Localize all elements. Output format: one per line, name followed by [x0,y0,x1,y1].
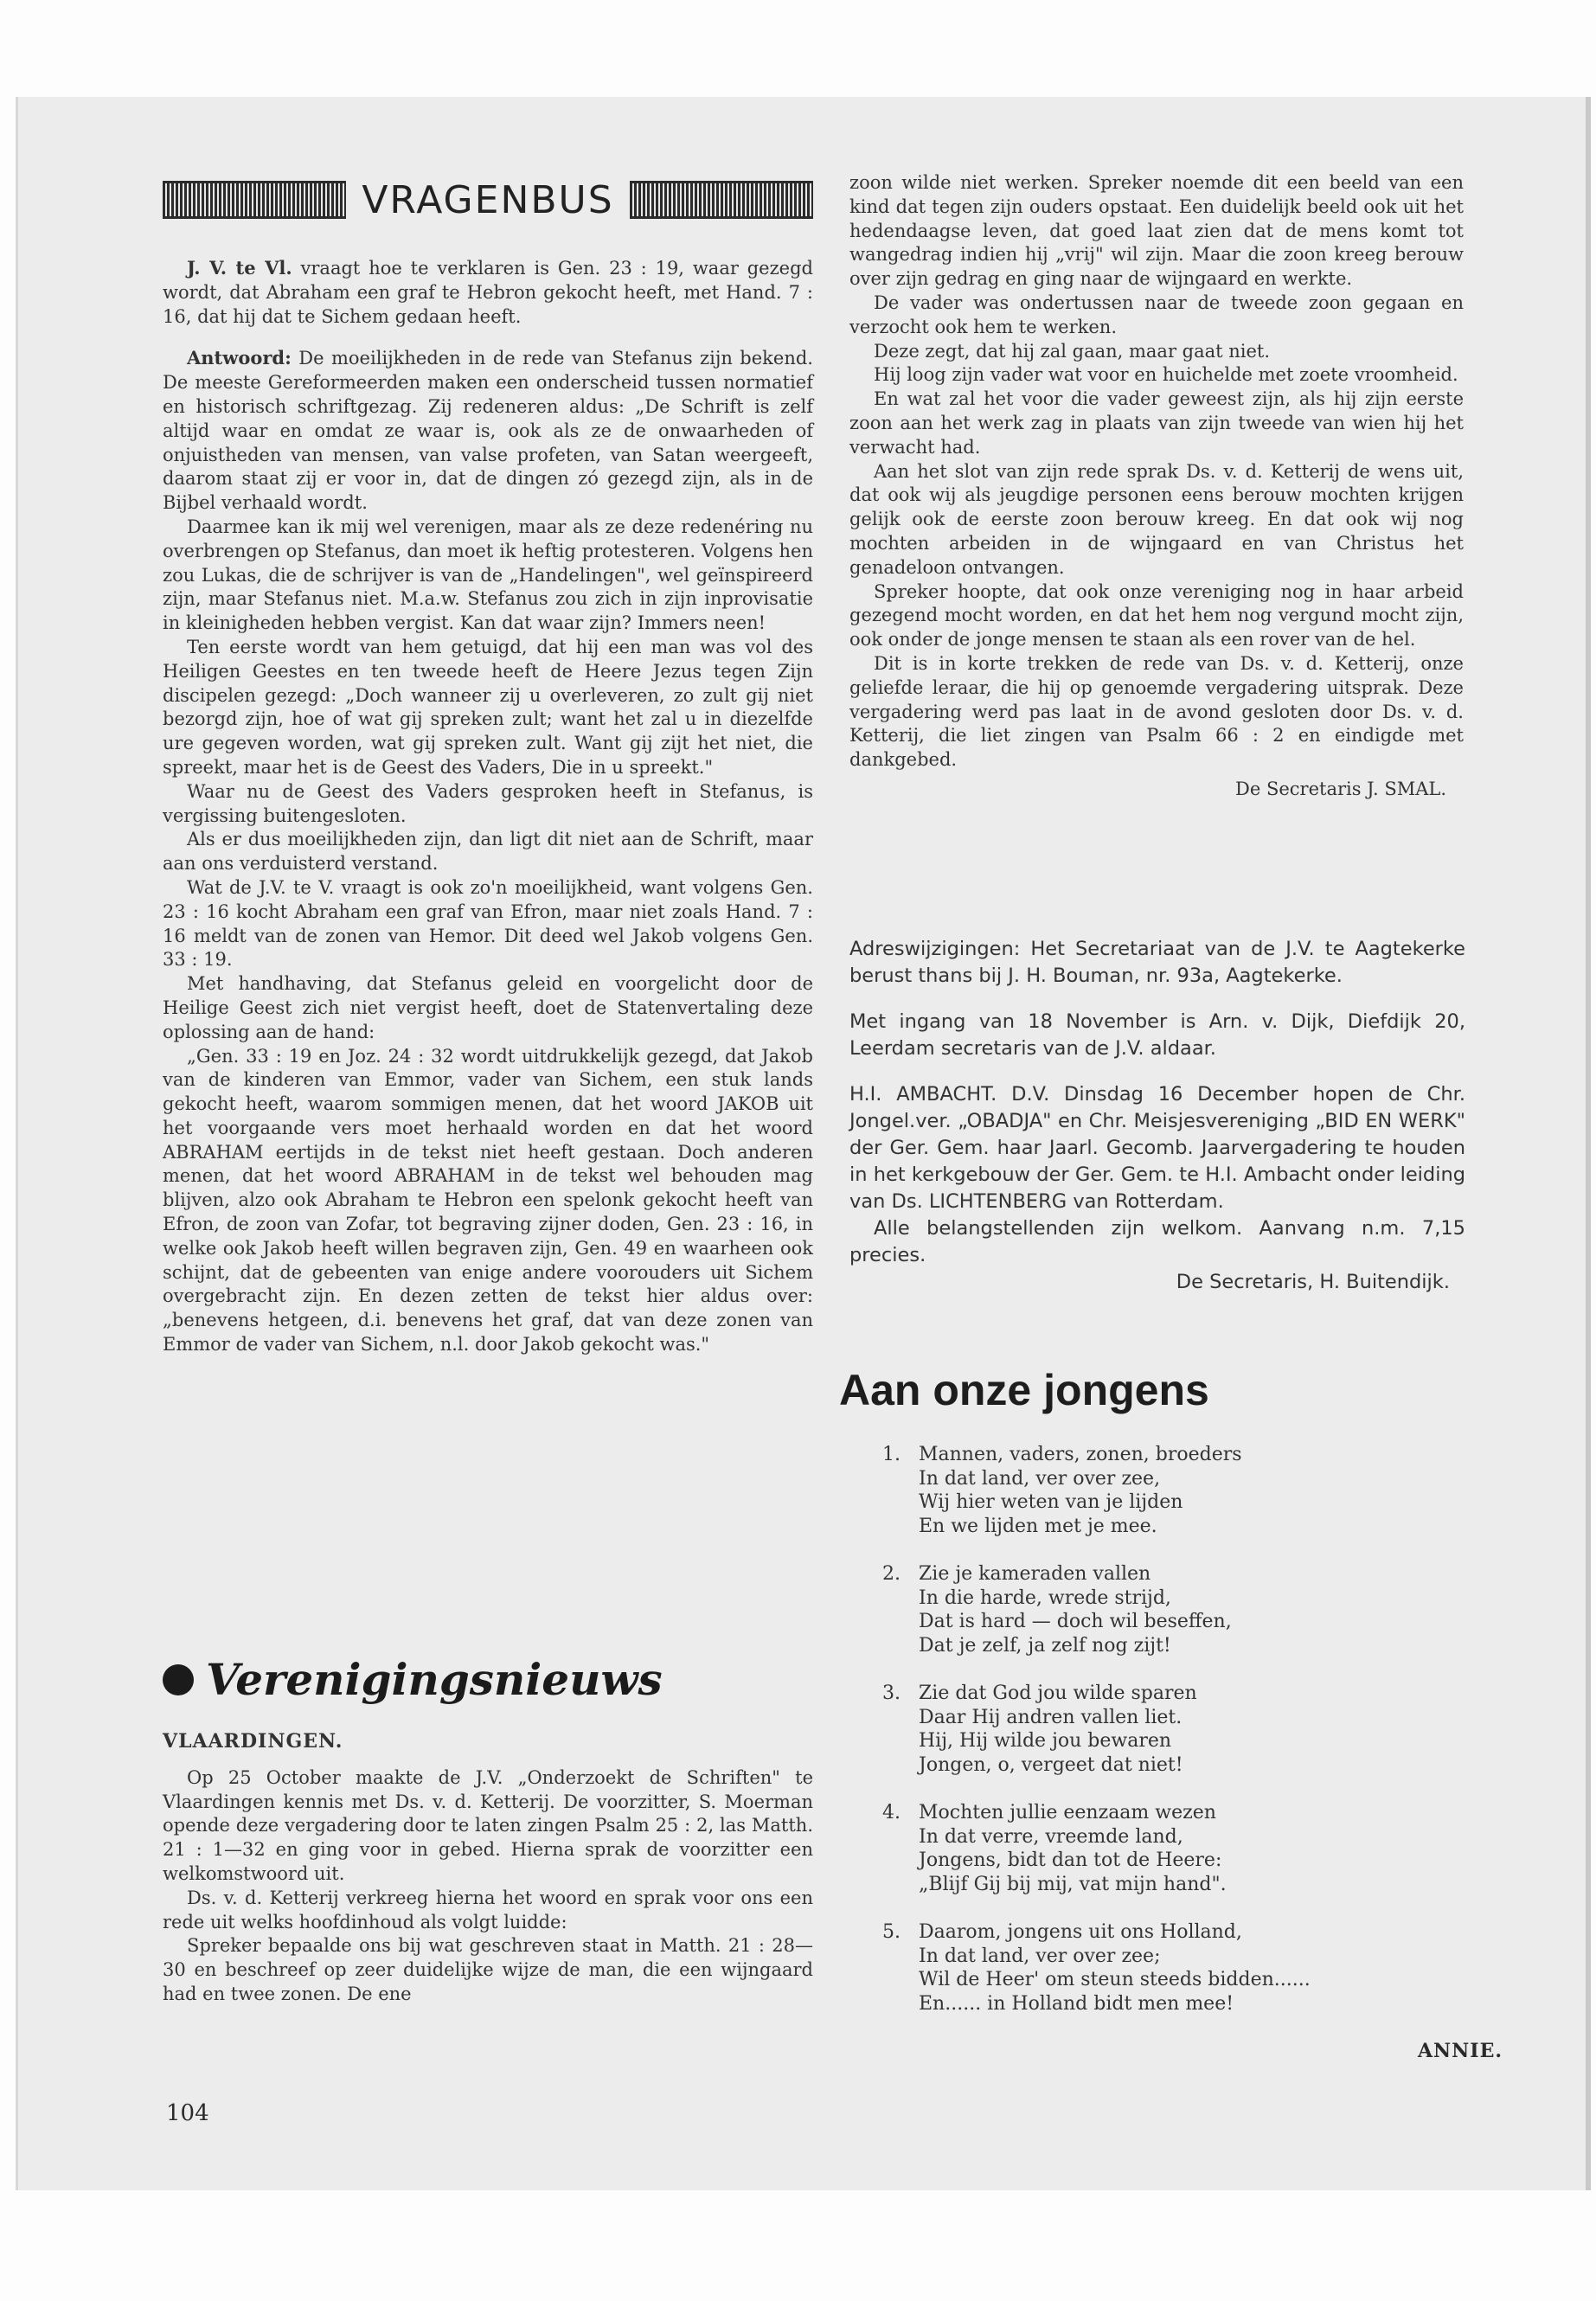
cont-p3: Deze zegt, dat hij zal gaan, maar gaat niet. [874,340,1271,362]
cont-p2: De vader was ondertussen naar de tweede zoon gegaan en verzocht ook hem te werken. [849,292,1464,337]
answer-p7: Met handhaving, dat Stefanus geleid en voorgelicht door de Heilige Geest zich niet vergist heeft, doet de Statenvertaling deze oplossing aan de hand: [163,973,813,1042]
notices [849,936,1465,1296]
page-number: 104 [166,2100,209,2126]
notice-adres: Adreswijzigingen: Het Secretariaat van de J.V. te Aagtekerke berust thans bij J. H. Bouman, nr. 93a, Aagtekerke. [849,938,1465,987]
verenigingsnieuws-heading [163,1654,663,1705]
poem-line: Hij, Hij wilde jou bewaren [919,1730,1172,1752]
poem-line: In dat land, ver over zee; [919,1945,1161,1967]
vlaardingen-article [163,1730,813,2007]
verenigingsnieuws-title: Verenigingsnieuws [206,1654,663,1705]
answer-p3: Ten eerste wordt van hem getuigd, dat hij een man was vol des Heiligen Geestes en ten tweede heeft de Heere Jezus tegen Zijn discipelen gezegd: „Doch wanneer zij u overleveren, zo zult gij niet bezorgd zijn, hoe of wat gij spreken zult; want het zal u in diezelfde ure gegeven worden, wat gij spreken zult. Want gij zijt het niet, die spreekt, maar het is de Geest des Vaders, Die in u spreekt." [163,636,813,778]
cont-p8: Dit is in korte trekken de rede van Ds. v. d. Ketterij, onze geliefde leraar, die hij op genoemde vergadering uitsprak. Deze vergadering werd pas laat in de avond gesloten door Ds. v. d. Ketterij, die liet zingen van Psalm 66 : 2 en eindigde met dankgebed. [849,652,1464,771]
poem-line: En we lijden met je mee. [919,1515,1157,1537]
poem-stanza [882,1443,1472,1538]
poem-line: Wij hier weten van je lijden [919,1491,1183,1513]
stanza-number: 3. [882,1682,901,1704]
poem-line: In die harde, wrede strijd, [919,1586,1171,1609]
answer-p1 [163,346,813,516]
stanza-number: 1. [882,1444,901,1465]
poem-stanza [882,1801,1472,1896]
vlaardingen-p1: Op 25 October maakte de J.V. „Onderzoekt de Schriften" te Vlaardingen kennis met Ds. v. d. Ketterij. De voorzitter, S. Moerman opende deze vergadering door te laten zingen Psalm 25 : 2, las Matth. 21 : 1—32 en ging voor in gebed. Hierna sprak de voorzitter een welkomstwoord uit. [163,1766,813,1884]
answer-p5: Als er dus moeilijkheden zijn, dan ligt dit niet aan de Schrift, maar aan ons verduisterd verstand. [163,829,813,875]
poem-line: Jongen, o, vergeet dat niet! [919,1753,1183,1776]
cont-p1: zoon wilde niet werken. Spreker noemde dit een beeld van een kind dat tegen zijn ouders opstaat. Een duidelijk beeld ook uit het hedendaagse leven, dat goed laat zien dat de mens komt tot wangedrag indien hij „vrij" wil zijn. Maar die zoon kreeg berouw over zijn gedrag en ging naar de wijngaard en werkte. [849,172,1464,290]
masthead-hatch-left [163,181,346,219]
poem-line: „Blijf Gij bij mij, vat mijn hand". [919,1873,1227,1895]
masthead-title: VRAGENBUS [362,177,614,222]
stanza-number: 2. [882,1563,901,1585]
right-continuation [849,171,1464,802]
question-lead: J. V. te Vl. [187,257,292,279]
poem-line: Wil de Heer' om steun steeds bidden...... [919,1969,1311,1990]
poem [882,1443,1472,2040]
ambacht-signature: De Secretaris, H. Buitendijk. [1176,1271,1450,1293]
poem-author: ANNIE. [1417,2040,1503,2062]
poem-stanza [882,1920,1472,2016]
poem-stanza [882,1562,1472,1657]
cont-p4: Hij loog zijn vader wat voor en huichelde met zoete vroomheid. [874,364,1458,386]
section-bullet-icon [163,1664,194,1695]
poem-line: Mochten jullie eenzaam wezen [919,1802,1216,1823]
poem-line: En...... in Holland bidt men mee! [919,1992,1234,2015]
vragenbus-masthead [163,170,813,230]
poem-line: Zie je kameraden vallen [919,1563,1151,1585]
poem-line: Mannen, vaders, zonen, broeders [919,1444,1242,1465]
poem-line: Zie dat God jou wilde sparen [919,1682,1197,1704]
poem-line: Jongens, bidt dan tot de Heere: [919,1849,1222,1871]
vlaardingen-p3: Spreker bepaalde ons bij wat geschreven staat in Matth. 21 : 28—30 en beschreef op zeer duidelijke wijze de man, die een wijngaard had en twee zonen. De ene [163,1935,813,2004]
smal-signature: De Secretaris J. SMAL. [1235,778,1446,799]
vragenbus-article [163,256,813,1357]
cont-p6: Aan het slot van zijn rede sprak Ds. v. d. Ketterij de wens uit, dat ook wij als jeugdige personen eens berouw mochten krijgen gelijk ook de eerste zoon berouw kreeg. En dat ook wij nog mochten arbeiden in de wijngaard en van Christus het genadeloon ontvangen. [849,460,1464,578]
poem-line: Daarom, jongens uit ons Holland, [919,1921,1242,1943]
stanza-number: 4. [882,1802,901,1823]
cont-p7: Spreker hoopte, dat ook onze vereniging nog in haar arbeid gezegend mocht worden, en dat het hem nog vergund mocht zijn, ook onder de jonge mensen te staan als een rover van de hel. [849,580,1464,651]
poem-line: Dat is hard — doch wil beseffen, [919,1611,1232,1632]
notice-ingang: Met ingang van 18 November is Arn. v. Dijk, Diefdijk 20, Leerdam secretaris van de J.V. aldaar. [849,1010,1465,1060]
answer-p4: Waar nu de Geest des Vaders gesproken heeft in Stefanus, is vergissing buitengesloten. [163,780,813,826]
masthead-hatch-right [630,181,813,219]
vlaardingen-p2: Ds. v. d. Ketterij verkreeg hierna het woord en sprak voor ons een rede uit welks hoofdinhoud als volgt luidde: [163,1887,813,1932]
notice-welkom: Alle belangstellenden zijn welkom. Aanvang n.m. 7,15 precies. [849,1217,1465,1266]
cont-p5: En wat zal het voor die vader geweest zijn, als hij zijn eerste zoon aan het werk zag in plaats van zijn tweede van wien hij het verwacht had. [849,388,1464,458]
poem-line: Daar Hij andren vallen liet. [919,1706,1183,1728]
answer-p1-text: De moeilijkheden in de rede van Stefanus zijn bekend. De meeste Gereformeerden maken een onderscheid tussen normatief en historisch schriftgezag. Zij redeneren aldus: „De Schrift is zelf altijd waar en omdat ze waar is, ook als ze de onwaarheden of onjuistheden van mensen, van valse profeten, van Satan weergeeft, daarom staat zij er voor in, dat de dingen zó gezegd zijn, als in de Bijbel verhaald wordt. [163,348,813,514]
question-text: vraagt hoe te verklaren is Gen. 23 : 19, waar gezegd wordt, dat Abraham een graf te Hebron gekocht heeft, met Hand. 7 : 16, dat hij dat te Sichem gedaan heeft. [163,258,813,327]
answer-p8: „Gen. 33 : 19 en Joz. 24 : 32 wordt uitdrukkelijk gezegd, dat Jakob van de kinderen van Emmor, vader van Sichem, een stuk lands gekocht heeft, waarom sommigen menen, dat het woord JAKOB uit het voorgaande vers moet herhaald worden en dat het woord ABRAHAM eertijds in de tekst niet heeft gestaan. Doch anderen menen, dat het woord ABRAHAM in de tekst wel behouden mag blijven, alzo ook Abraham te Hebron een spelonk gekocht heeft van Efron, de zoon van Zofar, tot begraving zijner doden, Gen. 23 : 16, in welke ook Jakob heeft willen begraven zijn, Gen. 49 en waarheen ook schijnt, dat de gebeenten van enige andere voorouders uit Sichem overgebracht zijn. En dezen zetten de tekst hier aldus over: „benevens hetgeen, d.i. benevens het graf, dat van deze zonen van Emmor de vader van Sichem, n.l. door Jakob gekocht was." [163,1045,813,1356]
city-heading: VLAARDINGEN. [163,1730,343,1753]
answer-p6: Wat de J.V. te V. vraagt is ook zo'n moeilijkheid, want volgens Gen. 23 : 16 kocht Abraham een graf van Efron, maar niet zoals Hand. 7 : 16 meldt van de zonen van Hemor. Dit deed wel Jakob volgens Gen. 33 : 19. [163,876,813,971]
notice-ambacht: H.I. AMBACHT. D.V. Dinsdag 16 December hopen de Chr. Jongel.ver. „OBADJA" en Chr. Meisjesvereniging „BID EN WERK" der Ger. Gem. haar Jaarl. Gecomb. Jaarvergadering te houden in het kerkgebouw der Ger. Gem. te H.I. Ambacht onder leiding van Ds. LICHTENBERG van Rotterdam. [849,1083,1465,1213]
poem-line: Dat je zelf, ja zelf nog zijt! [919,1634,1171,1657]
poem-line: In dat land, ver over zee, [919,1467,1161,1490]
poem-title: Aan onze jongens [839,1366,1209,1414]
poem-stanza [882,1682,1472,1777]
answer-p2: Daarmee kan ik mij wel verenigen, maar als ze deze redenéring nu overbrengen op Stefanus, dan moet ik heftig protesteren. Volgens hen zou Lukas, die de schrijver is van de „Handelingen", wel geïnspireerd zijn, maar Stefanus niet. M.a.w. Stefanus zou zich in zijn inprovisatie in kleinigheden hebben vergist. Kan dat waar zijn? Immers neen! [163,516,813,634]
poem-line: In dat verre, vreemde land, [919,1825,1183,1848]
vragenbus-question [163,256,813,329]
answer-lead: Antwoord: [187,347,292,369]
stanza-number: 5. [882,1921,901,1943]
